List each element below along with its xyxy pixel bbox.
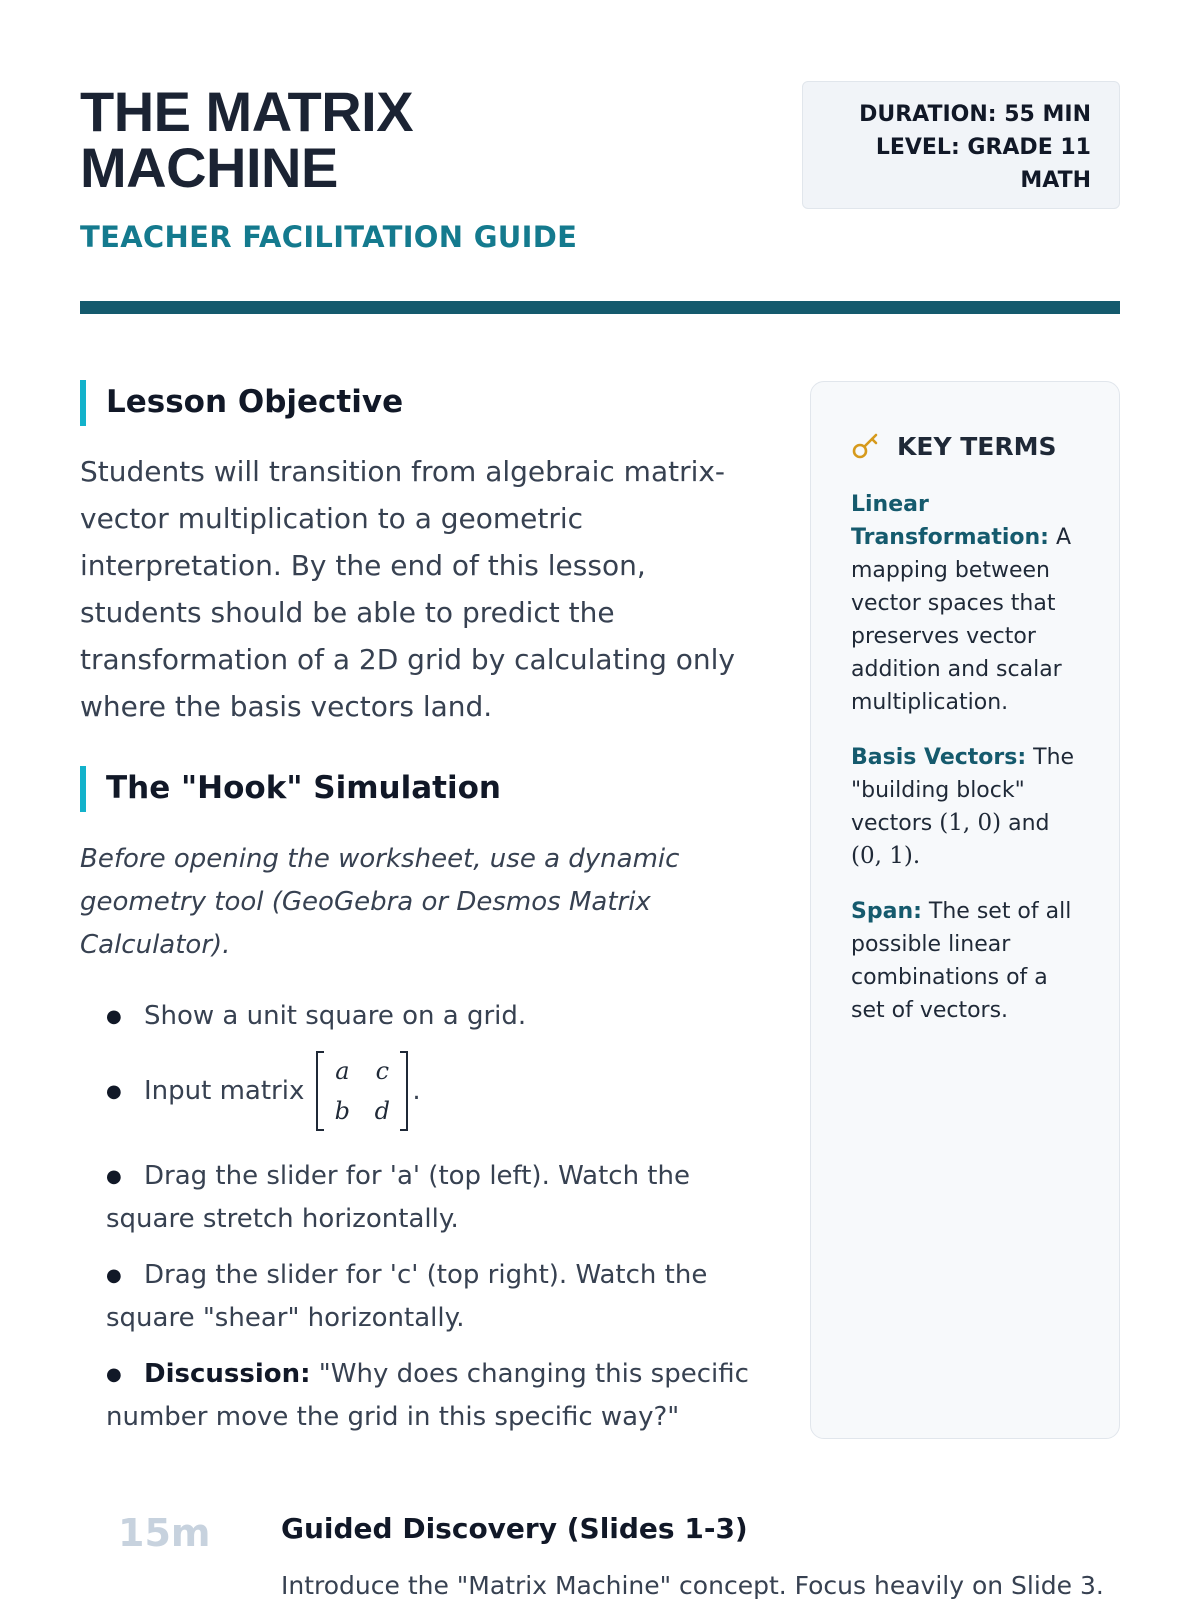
list-item [80, 1155, 760, 1241]
heading-accent-bar [80, 766, 86, 812]
list-item [80, 995, 760, 1038]
term-name: Span: [851, 899, 922, 924]
term-name: Basis Vectors: [851, 745, 1027, 770]
matrix-entry-b: b [334, 1096, 351, 1125]
page-subtitle: TEACHER FACILITATION GUIDE [80, 220, 578, 254]
term-span [851, 895, 1085, 1027]
list-item [80, 1254, 760, 1340]
timeline-text: Introduce the "Matrix Machine" concept. Focus heavily on Slide 3. [281, 1571, 1104, 1600]
header-divider [80, 301, 1120, 314]
lesson-page [80, 0, 1120, 1600]
hook-heading [80, 766, 760, 810]
list-item [80, 1353, 760, 1439]
key-terms-header [851, 424, 1085, 468]
key-icon [851, 431, 881, 461]
key-terms-title: KEY TERMS [897, 431, 1057, 461]
term-definition: The "building block" vectors [851, 745, 1075, 836]
basis-vector-2: (0, 1). [851, 843, 921, 869]
discussion-text: "Why does changing this specific number move the grid in this specific way?" [106, 1359, 749, 1432]
matrix-abcd [316, 1051, 408, 1131]
discussion-label: Discussion: [144, 1359, 311, 1389]
timeline-time: 15m [118, 1511, 211, 1555]
bullet-icon: ● [106, 1364, 122, 1385]
bullet-icon: ● [106, 1166, 122, 1187]
key-terms-card [810, 381, 1120, 1439]
step-text: Input matrix [144, 1075, 305, 1106]
objective-heading-text: Lesson Objective [106, 384, 404, 420]
step-text: Drag the slider for 'c' (top right). Watch the square "shear" horizontally. [106, 1260, 708, 1333]
list-item [80, 1051, 760, 1131]
basis-vector-1: (1, 0) [939, 810, 1002, 836]
hook-intro: Before opening the worksheet, use a dynamic geometry tool (GeoGebra or Desmos Matrix Calculator). [80, 844, 680, 960]
matrix-entry-c: c [375, 1056, 390, 1085]
matrix-entry-a: a [335, 1056, 350, 1085]
lesson-meta-box [802, 81, 1120, 209]
level-label: LEVEL: GRADE 11 [875, 135, 1091, 160]
page-title: THE MATRIX MACHINE [80, 80, 414, 199]
period-glyph: . [412, 1075, 421, 1106]
term-name: Linear Transformation: [851, 492, 1049, 550]
term-basis-vectors [851, 741, 1085, 873]
matrix-entry-d: d [374, 1096, 391, 1125]
bullet-icon: ● [106, 1265, 122, 1286]
step-text: Show a unit square on a grid. [144, 1001, 527, 1031]
objective-text: Students will transition from algebraic matrix-vector multiplication to a geometric interpretation. By the end of this lesson, students should be able to predict the transformation of a 2D grid by calculating only where the basis vectors land. [80, 455, 735, 723]
duration-label: DURATION: 55 MIN [859, 102, 1091, 127]
step-text: Drag the slider for 'a' (top left). Watch the square stretch horizontally. [106, 1161, 690, 1234]
timeline-title: Guided Discovery (Slides 1-3) [281, 1512, 748, 1545]
term-linear-transformation [851, 488, 1085, 719]
bullet-icon: ● [106, 1080, 122, 1102]
term-definition: The set of all possible linear combinations of a set of vectors. [851, 899, 1072, 1023]
hook-heading-text: The "Hook" Simulation [106, 770, 501, 806]
heading-accent-bar [80, 380, 86, 426]
hook-steps-list [80, 995, 760, 1439]
objective-heading [80, 380, 760, 424]
level-subject-label: MATH [1020, 168, 1091, 193]
bullet-icon: ● [106, 1006, 122, 1027]
term-definition: A mapping between vector spaces that preserves vector addition and scalar multiplication. [851, 525, 1072, 715]
term-conjunction: and [1008, 811, 1050, 836]
main-column [80, 380, 760, 1452]
